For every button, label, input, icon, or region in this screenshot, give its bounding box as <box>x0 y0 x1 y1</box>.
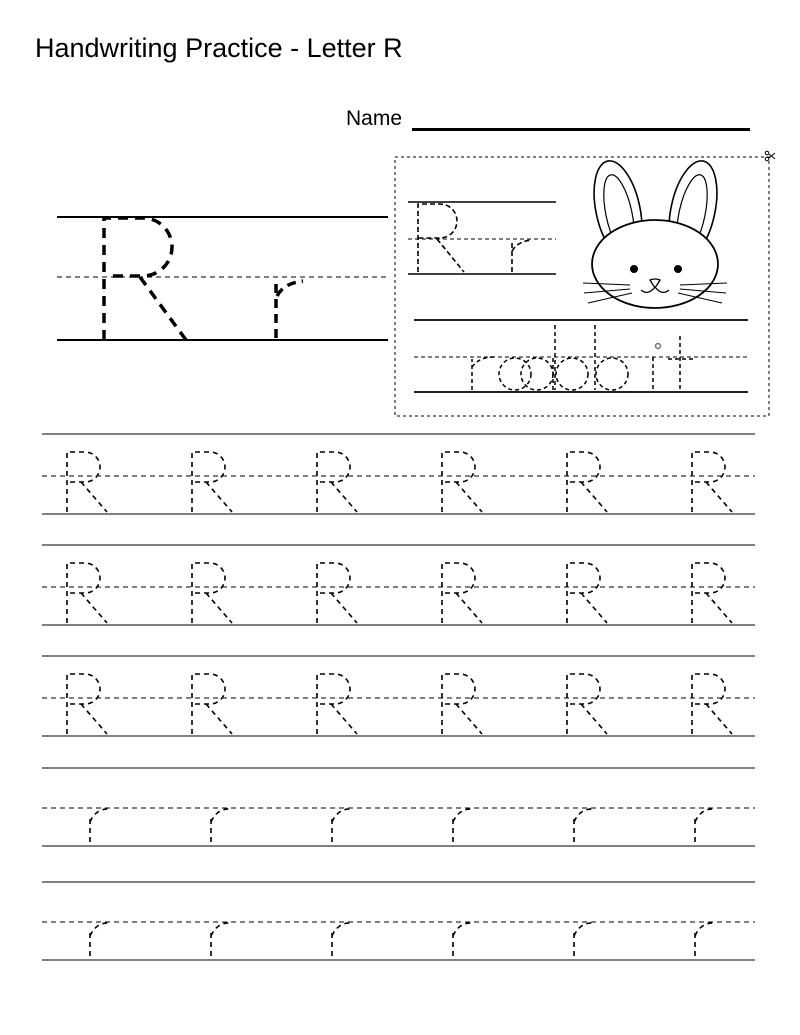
trace-letter-upper-r <box>192 452 232 512</box>
uppercase-practice[interactable] <box>42 434 755 736</box>
practice-row-upper-3 <box>42 656 755 736</box>
model-letter-area <box>57 217 390 340</box>
practice-row-upper-2 <box>42 545 755 625</box>
trace-letter-upper-r <box>442 452 482 512</box>
trace-letter-upper-r <box>317 452 357 512</box>
practice-row-lower-1 <box>42 768 755 846</box>
model-lowercase-r <box>276 281 303 338</box>
trace-letter-upper-r <box>67 452 107 512</box>
trace-letter-upper-r <box>692 452 732 512</box>
page-title: Handwriting Practice - Letter R <box>35 33 403 63</box>
scissors-icon <box>765 151 775 161</box>
practice-row-lower-2 <box>42 882 755 960</box>
card-lowercase-r <box>512 240 532 272</box>
card-uppercase-r <box>418 204 464 272</box>
trace-letter-upper-r <box>567 452 607 512</box>
lowercase-practice[interactable] <box>42 768 755 960</box>
practice-row-upper-1 <box>42 434 755 514</box>
rabbit-face-icon <box>583 157 727 308</box>
name-label: Name <box>346 107 403 130</box>
model-uppercase-r <box>104 218 186 340</box>
cutout-card <box>395 151 775 416</box>
